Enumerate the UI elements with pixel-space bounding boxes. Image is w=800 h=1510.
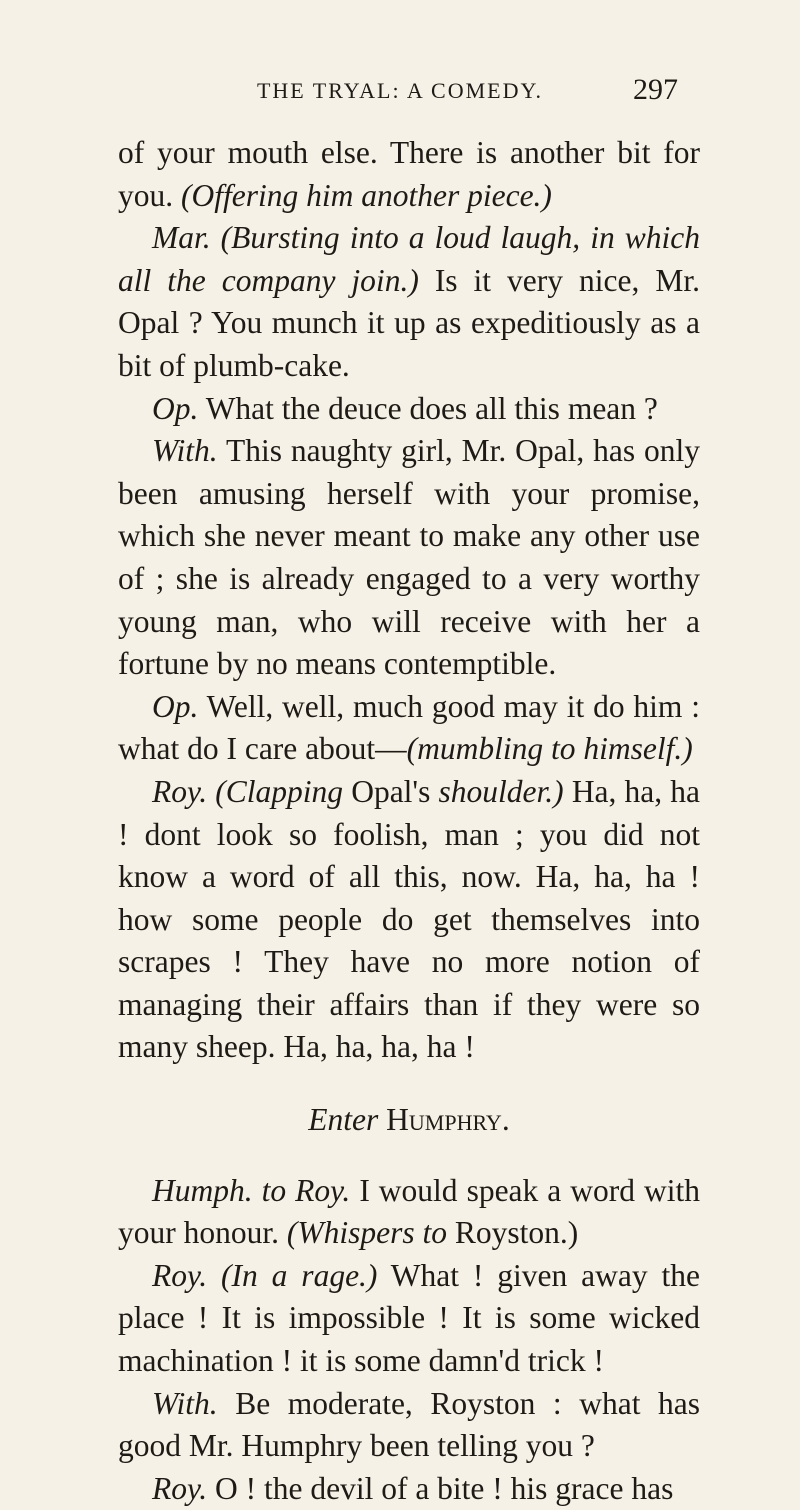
character-name: Humphry. [386,1102,510,1138]
running-title: THE TRYAL: A COMEDY. [256,78,544,103]
stage-direction: (Clapping [215,773,344,809]
text: What the deuce does all this mean ? [205,390,658,426]
text: This naughty girl, Mr. Opal, has only been amusing herself with your promise, which she never meant to make any other use of ; she is already engaged to a very worthy young man, who will receive with her a fortune by no means contemptible. [118,433,700,682]
stage-direction: shoulder.) [438,773,564,809]
text: Opal's [351,773,431,809]
text: I would speak a word with your honour. [118,1172,701,1251]
speaker: Mar. [152,220,211,256]
speaker: Op. [152,390,199,426]
paragraph [118,771,700,1069]
text: Is it very nice, Mr. Opal ? You munch it up as expeditiously as a bit of plumb-cake. [118,262,700,383]
paragraph [118,1170,700,1255]
stage-direction: (Bursting into a loud laugh, in which all the company join.) [118,220,700,298]
paragraph [118,217,700,387]
text: Ha, ha, ha ! dont look so foolish, man ; you did not know a word of all this, now. Ha, ha, ha ! how some people do get themselves into scrapes ! They have no more notion of managing their affairs than if they were so many sheep. Ha, ha, ha, ha ! [118,773,701,1065]
speaker: With. [152,433,218,469]
speaker: Roy. [152,773,208,809]
stage-direction: to [261,1172,287,1208]
stage-direction: (Whispers to [286,1215,447,1251]
paragraph [118,1468,700,1510]
paragraph [118,430,700,686]
stage-direction: (mumbling to himself.) [406,731,693,767]
text: O ! the devil of a bite ! his grace has [215,1470,674,1506]
stage-direction: Enter [308,1102,379,1138]
text: Royston.) [454,1215,579,1251]
text: Well, well, much good may it do him : what do I care about— [118,688,701,767]
running-head [0,73,800,118]
paragraph [118,1383,700,1468]
page-body [118,132,700,1510]
paragraph [118,388,700,431]
paragraph [118,132,700,217]
text: of your mouth else. There is another bit for you. [118,135,700,213]
speaker: Roy. [152,1257,208,1293]
speaker: Roy. [152,1470,208,1506]
speaker: With. [152,1385,218,1421]
page-number: 297 [633,73,678,106]
paragraph [118,1255,700,1383]
speaker: Roy. [295,1172,351,1208]
text: What ! given away the place ! It is impossible ! It is some wicked machination ! it is some damn'd trick ! [118,1257,700,1379]
speaker: Op. [152,688,199,724]
text: Be moderate, Royston : what has good Mr. Humphry been telling you ? [118,1385,701,1464]
stage-direction: (In a rage.) [221,1257,378,1293]
stage-direction: (Offering him another piece.) [181,177,552,213]
speaker: Humph. [152,1172,253,1208]
stage-entrance [118,1099,700,1142]
paragraph [118,686,700,771]
